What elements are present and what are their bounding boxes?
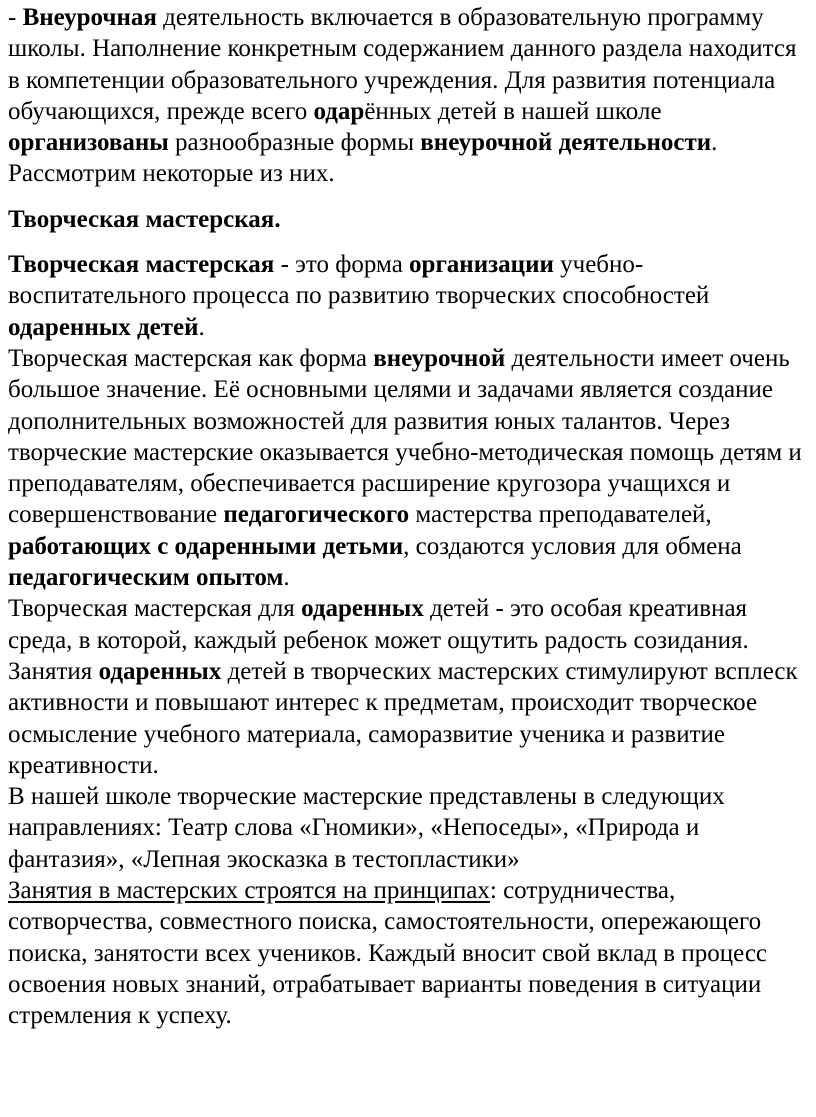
text-run: Творческая мастерская для (8, 595, 302, 623)
text-run: детей в творческих мастерских стимулируют всплеск активности и повышают интерес к предметам, происходит творческое осмысление учебного материала, саморазвитие ученика и развитие креативности. (8, 657, 798, 779)
text-run: мастерства преподавателей, (409, 501, 712, 529)
heading-text: Творческая мастерская. (8, 205, 281, 233)
text-run: детей - это особая креативная среда, в которой, каждый ребенок может ощутить радость созидания. (8, 595, 749, 654)
text-run: ённых детей в нашей школе (364, 97, 662, 125)
definition-paragraph (8, 249, 812, 343)
text-run: . Рассмотрим некоторые из них. (8, 129, 718, 188)
text-run: Творческая мастерская как форма (8, 344, 374, 372)
intro-paragraph (8, 2, 812, 190)
document-page (8, 2, 812, 1032)
bold-term: организации (409, 251, 554, 279)
bold-term: одаренных (98, 657, 222, 685)
bold-term: одаренных детей (8, 313, 199, 341)
text-run: - это форма (274, 251, 410, 279)
bold-term: одар (313, 97, 365, 125)
text-run: деятельность включается в образовательную программу школы. Наполнение конкретным содержанием данного раздела находится в компетенции образовательного учреждения. Для развития потенциала обучающихся, прежде всего (8, 4, 797, 125)
underlined-phrase: Занятия в мастерских строятся на принципах (8, 877, 490, 905)
bold-term: работающих с одаренными детьми (8, 532, 404, 560)
bold-term: внеурочной деятельности (420, 129, 712, 157)
activities-paragraph (8, 656, 812, 781)
goals-paragraph (8, 343, 812, 593)
text-run: - (8, 4, 23, 31)
bold-term: педагогическим опытом (8, 564, 284, 592)
bold-term: педагогического (223, 501, 410, 529)
section-heading (8, 204, 812, 235)
directions-paragraph (8, 781, 812, 875)
text-run: разнообразные формы (168, 129, 421, 157)
bold-term: Внеурочная (22, 4, 157, 31)
bold-term: внеурочной (373, 344, 506, 372)
principles-paragraph (8, 875, 812, 1031)
bold-term: Творческая мастерская (8, 251, 275, 279)
text-run: , создаются условия для обмена (403, 532, 742, 560)
environment-paragraph (8, 593, 812, 656)
text-run: учебно-воспитательного процесса по развитию творческих способностей (8, 251, 710, 310)
bold-term: одаренных (301, 595, 424, 623)
text-run: деятельности имеет очень большое значение. Её основными целями и задачами является создание дополнительных возможностей для развития юных талантов. Через творческие мастерские оказывается учебно-методическая помощь детям и преподавателям, обеспечивается расширение кругозора учащихся и совершенствование (8, 344, 802, 529)
text-run: В нашей школе творческие мастерские представлены в следующих направлениях: Театр слова «Гномики», «Непоседы», «Природа и фантазия», «Лепная экосказка в тестопластики» (8, 783, 725, 873)
text-run: Занятия (8, 657, 99, 685)
text-run: : сотрудничества, сотворчества, совместного поиска, самостоятельности, опережающего поиска, занятости всех учеников. Каждый вносит свой вклад в процесс освоения новых знаний, отрабатывает варианты поведения в ситуации стремления к успеху. (8, 877, 768, 1030)
text-run: . (283, 564, 290, 592)
text-run: . (198, 313, 205, 341)
bold-term: организованы (8, 129, 169, 157)
